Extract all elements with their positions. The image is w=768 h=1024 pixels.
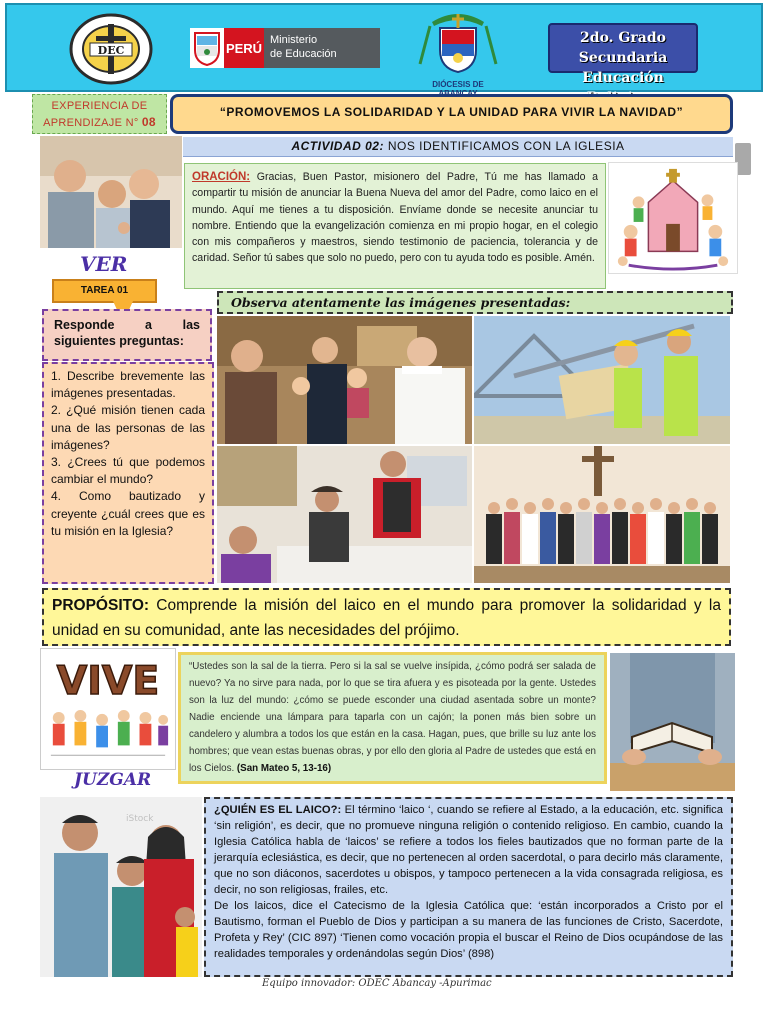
question-item: 2. ¿Qué misión tienen cada una de las personas de las imágenes? (51, 403, 205, 452)
ver-label: VER (80, 252, 128, 276)
prayer-label: ORACIÓN: (192, 171, 251, 183)
peru-label: PERÚ (224, 28, 264, 68)
footer-credit: Equipo innovador: ODEC Abancay -Apurimac (262, 978, 492, 989)
pope-family-photo (217, 316, 472, 444)
experience-label-box (32, 94, 167, 134)
istock-watermark: iStock (126, 814, 154, 824)
peru-shield-icon (192, 30, 222, 66)
question-item: 1. Describe brevemente las imágenes presentadas. (51, 369, 205, 401)
experience-label: EXPERIENCIA DE APRENDIZAJE N° (43, 100, 148, 129)
vive-illustration (40, 648, 176, 770)
laico-paragraph-1: El término ‘laico ‘, cuando se refiere al Estado, a la educación, etc. significa ‘sin religión’, es decir, que no promueve ninguna religión o contenido religioso. En cambio, cuando la Iglesia Católica habla de ‘laicos’ se refiere a todos los fieles bautizados que no forman parte de la jerarquía eclesiástica, es decir, que no pertenecen al orden sacerdotal, o para decirlo más claramente, que no son diáconos, sacerdotes u obispos, y tampoco pertenecen a la vida consagrada religiosa, es decir, no son religiosas, frailes, etc. (214, 804, 723, 896)
diocese-caption: DIÓCESIS DE (432, 80, 484, 89)
prayer-text: Gracias, Buen Pastor, misionero del Padre, Tú me has llamado a compartir tu misión de anunciar la Buena Nueva del amor del Padre, como laico en el mundo. Aquí me tienes a tu disposición. Envíame donde se necesite anunciar tu nombre. Entiendo que la evangelización comienza en mi propio hogar, en el colegio con mis compañeros y maestros, siendo testimonio de paciencia, tolerancia y de caridad. Señor tú sabes que solo no puedo, pero con tu ayuda todo es posible. Amén. (192, 171, 598, 265)
family-praying-photo (40, 136, 182, 248)
laico-definition-box (204, 797, 733, 977)
experience-number: 08 (141, 115, 156, 129)
task-badge: TAREA 01 (52, 279, 157, 303)
question-item: 3. ¿Crees tú que podemos cambiar el mundo? (51, 455, 205, 487)
vive-word: VIVE (56, 658, 160, 705)
activity-text: NOS IDENTIFICAMOS CON LA IGLESIA (383, 139, 625, 153)
purpose-label: PROPÓSITO: (52, 597, 150, 614)
family-stock-photo (40, 797, 202, 977)
bible-reading-photo (610, 653, 735, 791)
subject-line: Educación (582, 70, 664, 86)
grade-badge (548, 23, 698, 86)
activity-label: ACTIVIDAD 02: (291, 139, 384, 153)
diocese-coat-of-arms-icon (412, 12, 504, 74)
teacher-students-photo (217, 446, 472, 583)
question-item: 4. Como bautizado y creyente ¿cuál crees que es tu misión en la Iglesia? (51, 489, 205, 538)
peru-ministry-logo (190, 28, 380, 68)
bible-quote-box (178, 652, 607, 784)
purpose-text: Comprende la misión del laico en el mundo para promover la solidaridad y la unidad en su comunidad, ante las necesidades del prójimo. (52, 597, 721, 639)
construction-workers-photo (474, 316, 730, 444)
laico-label: ¿QUIÉN ES EL LAICO?: (214, 804, 342, 816)
prayer-box (184, 163, 606, 289)
dec-logo (68, 12, 154, 86)
purpose-box (42, 588, 731, 646)
laico-paragraph-2: De los laicos, dice el Catecismo de la Iglesia Católica que: ‘están incorporados a Cristo por el Bautismo, forman el Pueblo de Dios y participan a su manera de las funciones de Cristo, Sacerdote, Profeta y Rey’ (CIC 897) ‘Tienen como vocación propia el buscar el Reino de Dios ocupándose de las realidades temporales y ordenándolas según Dios’ (898) (214, 900, 723, 960)
grade-line: 2do. Grado Secundaria (578, 30, 668, 66)
bible-reference: (San Mateo 5, 13-16) (234, 763, 332, 774)
observe-instruction: Observa atentamente las imágenes presentadas: (217, 291, 733, 314)
church-community-illustration (608, 162, 738, 274)
parish-community-photo (474, 446, 730, 583)
activity-heading (183, 137, 733, 157)
diocese-logo (412, 12, 504, 88)
questions-list (42, 362, 214, 584)
juzgar-label: JUZGAR (74, 770, 152, 790)
unit-title: “PROMOVEMOS LA SOLIDARIDAD Y LA UNIDAD PARA VIVIR LA NAVIDAD” (170, 94, 733, 134)
bible-quote-text: “Ustedes son la sal de la tierra. Pero si la sal se vuelve insípida, ¿cómo podrá ser salada de nuevo? Ya no sirve para nada, por lo que se tira afuera y es pisoteada por la gente. Ustedes son la luz del mundo: ¿cómo se puede esconder una ciudad asentada sobre un monte? Nadie enciende una lámpara para taparla con un cajón; la ponen más bien sobre un candelero y alumbra a todos los que están en la casa. Hagan, pues, que brille su luz ante los hombres; que vean estas buenas obras, y por ello den gloria al Padre de ustedes que está en los Cielos. (189, 661, 596, 774)
ministry-label: Ministerio de Educación (264, 28, 380, 68)
respond-instruction: Responde a las siguientes preguntas: (42, 309, 212, 361)
dec-logo-text: DEC (97, 44, 125, 57)
